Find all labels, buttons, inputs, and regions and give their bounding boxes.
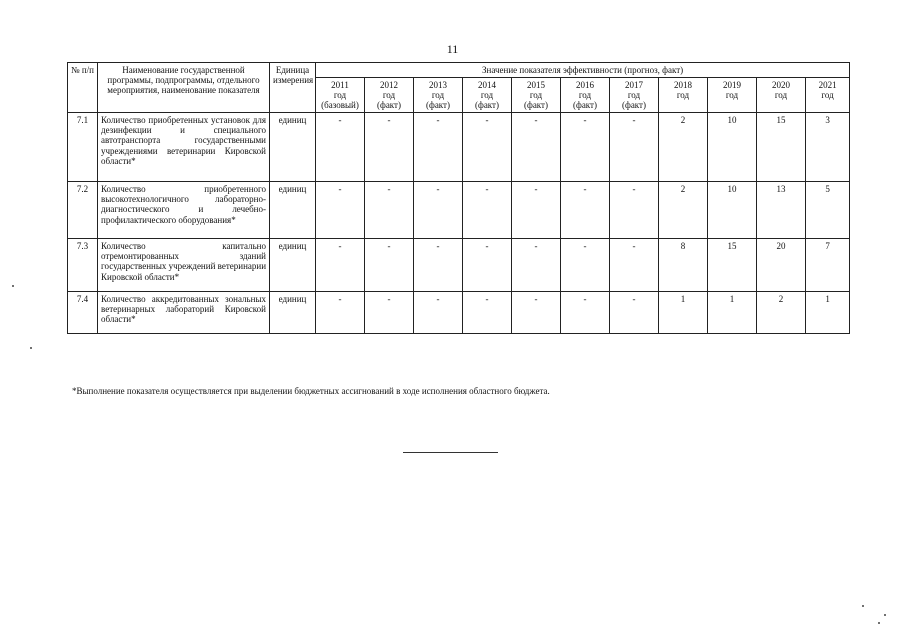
row-number: 7.4 — [68, 292, 98, 334]
value-cell: 3 — [806, 113, 850, 182]
value-cell: - — [610, 113, 659, 182]
scan-speck — [12, 285, 14, 287]
header-year: 2013 год (факт) — [414, 78, 463, 113]
value-cell: 2 — [659, 182, 708, 239]
value-cell: - — [365, 239, 414, 292]
value-cell: - — [414, 182, 463, 239]
value-cell: 13 — [757, 182, 806, 239]
value-cell: 1 — [806, 292, 850, 334]
header-year: 2019 год — [708, 78, 757, 113]
header-unit: Единица измерения — [270, 63, 316, 113]
value-cell: - — [463, 182, 512, 239]
value-cell: - — [365, 292, 414, 334]
header-year: 2012 год (факт) — [365, 78, 414, 113]
value-cell: - — [561, 292, 610, 334]
table-row — [68, 292, 850, 334]
value-cell: 7 — [806, 239, 850, 292]
row-number: 7.2 — [68, 182, 98, 239]
value-cell: 15 — [708, 239, 757, 292]
value-cell: 10 — [708, 113, 757, 182]
value-cell: 2 — [757, 292, 806, 334]
value-cell: 1 — [708, 292, 757, 334]
header-values-group: Значение показателя эффективности (прогноз, факт) — [316, 63, 850, 78]
header-name: Наименование государственной программы, подпрограммы, отдельного мероприятия, наименование показателя — [98, 63, 270, 113]
indicators-table — [67, 62, 850, 334]
value-cell: - — [463, 113, 512, 182]
value-cell: - — [316, 239, 365, 292]
value-cell: 5 — [806, 182, 850, 239]
value-cell: - — [316, 292, 365, 334]
value-cell: - — [512, 239, 561, 292]
unit-cell: единиц — [270, 292, 316, 334]
value-cell: - — [414, 113, 463, 182]
value-cell: 8 — [659, 239, 708, 292]
header-num: № п/п — [68, 63, 98, 113]
header-year: 2015 год (факт) — [512, 78, 561, 113]
table-row — [68, 182, 850, 239]
value-cell: - — [463, 292, 512, 334]
header-year: 2016 год (факт) — [561, 78, 610, 113]
value-cell: - — [414, 292, 463, 334]
header-year: 2017 год (факт) — [610, 78, 659, 113]
indicator-name: Количество капитально отремонтированных зданий государственных учреждений ветеринарии Кировской области* — [98, 239, 270, 292]
value-cell: - — [414, 239, 463, 292]
value-cell: - — [610, 292, 659, 334]
value-cell: - — [365, 113, 414, 182]
unit-cell: единиц — [270, 182, 316, 239]
header-year: 2014 год (факт) — [463, 78, 512, 113]
value-cell: - — [463, 239, 512, 292]
unit-cell: единиц — [270, 239, 316, 292]
value-cell: - — [316, 113, 365, 182]
value-cell: 15 — [757, 113, 806, 182]
value-cell: - — [365, 182, 414, 239]
value-cell: - — [610, 239, 659, 292]
indicator-name: Количество приобретенного высокотехнологичного лабораторно-диагностического и лечебно-профилактического оборудования* — [98, 182, 270, 239]
page-number: 11 — [446, 42, 459, 56]
separator-line — [403, 452, 498, 453]
unit-cell: единиц — [270, 113, 316, 182]
row-number: 7.1 — [68, 113, 98, 182]
value-cell: - — [316, 182, 365, 239]
value-cell: - — [610, 182, 659, 239]
indicator-name: Количество аккредитованных зональных ветеринарных лабораторий Кировской области* — [98, 292, 270, 334]
value-cell: - — [561, 239, 610, 292]
header-row-group — [68, 63, 850, 78]
value-cell: 1 — [659, 292, 708, 334]
value-cell: - — [512, 113, 561, 182]
header-year: 2020 год — [757, 78, 806, 113]
value-cell: - — [512, 292, 561, 334]
table-row — [68, 113, 850, 182]
value-cell: - — [512, 182, 561, 239]
footnote: *Выполнение показателя осуществляется при выделении бюджетных ассигнований в ходе исполнения областного бюджета. — [72, 386, 550, 396]
scan-speck — [884, 614, 886, 616]
header-year: 2011 год (базовый) — [316, 78, 365, 113]
header-year: 2018 год — [659, 78, 708, 113]
value-cell: 20 — [757, 239, 806, 292]
table-row — [68, 239, 850, 292]
value-cell: - — [561, 182, 610, 239]
value-cell: 10 — [708, 182, 757, 239]
scan-speck — [862, 605, 864, 607]
scan-speck — [878, 622, 880, 624]
row-number: 7.3 — [68, 239, 98, 292]
header-year: 2021 год — [806, 78, 850, 113]
value-cell: 2 — [659, 113, 708, 182]
indicator-name: Количество приобретенных установок для дезинфекции и специального автотранспорта государственными учреждениями ветеринарии Кировской области* — [98, 113, 270, 182]
value-cell: - — [561, 113, 610, 182]
scan-speck — [30, 347, 32, 349]
